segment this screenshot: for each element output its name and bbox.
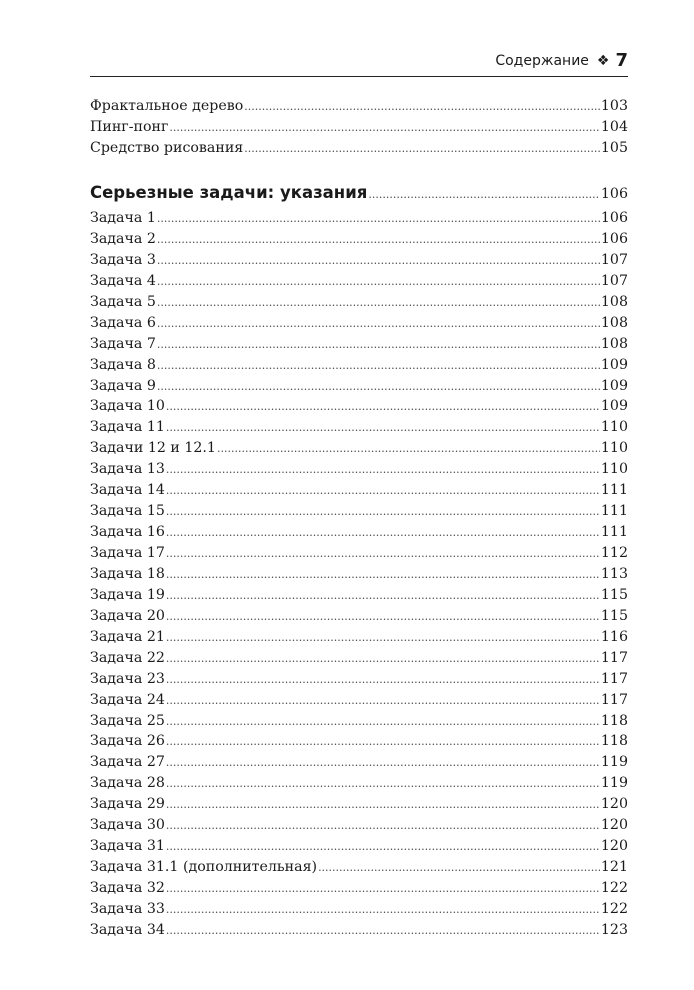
toc-entry[interactable] (90, 376, 628, 397)
toc-entry-title: Задача 30 (90, 817, 165, 834)
toc-entry[interactable] (90, 606, 628, 627)
toc-entry-title: Задача 17 (90, 545, 165, 561)
toc-entry-title: Задача 10 (90, 398, 165, 415)
dot-leader (244, 138, 600, 160)
toc-entry-title: Задача 27 (90, 754, 165, 771)
dot-leader (157, 376, 600, 398)
toc-entry-title: Задача 29 (90, 796, 165, 813)
toc-entry-title: Задача 15 (90, 503, 165, 520)
dot-leader (166, 815, 600, 837)
header-section-name: Содержание (495, 52, 589, 69)
toc-entry[interactable] (90, 857, 628, 878)
dot-leader (157, 355, 600, 377)
toc-entry[interactable] (90, 585, 628, 606)
toc-entry[interactable] (90, 459, 628, 480)
toc-entry-page: 111 (600, 524, 628, 541)
dot-leader (157, 334, 600, 356)
toc-entry-title: Задача 7 (90, 335, 156, 352)
toc-entry[interactable] (90, 250, 628, 271)
header-page-number: 7 (615, 50, 628, 71)
toc-entry-title: Пинг-понг (90, 118, 169, 135)
toc-entry-page: 117 (600, 649, 628, 666)
dot-leader (166, 899, 600, 921)
toc-entry[interactable] (90, 731, 628, 752)
toc-entry-title: Задача 24 (90, 691, 165, 708)
dot-leader (166, 773, 600, 795)
dot-leader (166, 648, 600, 670)
dot-leader (166, 711, 600, 733)
toc-entry-page: 122 (600, 880, 628, 896)
toc-entry-page: 109 (600, 377, 628, 394)
toc-entry[interactable] (90, 899, 628, 920)
toc-entry-page: 104 (600, 118, 628, 135)
dot-leader (166, 417, 600, 439)
toc-entry-title: Задача 13 (90, 461, 165, 478)
toc-entry-page: 109 (600, 356, 628, 373)
toc-entry-title: Задача 1 (90, 210, 156, 226)
dot-leader (166, 920, 600, 942)
dot-leader (166, 690, 600, 712)
toc-entry-title: Задача 25 (90, 712, 165, 729)
toc-entry-page: 106 (600, 230, 628, 247)
toc-entry-title: Задачи 12 и 12.1 (90, 440, 216, 457)
toc-entry-title: Задача 3 (90, 251, 156, 268)
toc-entry-page: 117 (600, 670, 628, 687)
toc-entry[interactable] (90, 752, 628, 773)
toc-entry-title: Задача 19 (90, 586, 165, 603)
toc-entry-title: Средство рисования (90, 139, 244, 156)
toc-entry-title: Задача 18 (90, 565, 165, 582)
section-heading[interactable] (90, 180, 628, 206)
section-heading-block (90, 180, 628, 206)
toc-entry-page: 108 (600, 335, 628, 352)
toc-entry-page: 111 (600, 482, 628, 499)
toc-entry[interactable] (90, 711, 628, 732)
toc-entry-page: 103 (600, 98, 628, 114)
toc-entry[interactable] (90, 648, 628, 669)
toc-entry[interactable] (90, 138, 628, 159)
dot-leader (166, 627, 600, 649)
toc-entry-page: 110 (600, 461, 628, 478)
toc-entry-page: 107 (600, 272, 628, 289)
toc-entry-page: 120 (600, 838, 628, 855)
toc-entry[interactable] (90, 815, 628, 836)
toc-entry-title: Задача 2 (90, 230, 156, 247)
toc-entry[interactable] (90, 627, 628, 648)
toc-entry-page: 121 (600, 859, 628, 876)
dot-leader (166, 564, 600, 586)
dot-leader (166, 501, 600, 523)
toc-entry-title: Задача 31 (90, 838, 165, 855)
toc-entry[interactable] (90, 836, 628, 857)
toc-entry[interactable] (90, 396, 628, 417)
toc-entry[interactable] (90, 878, 628, 899)
toc-entry-title: Задача 16 (90, 524, 165, 541)
dot-leader (157, 313, 600, 335)
toc-entry-title: Задача 11 (90, 419, 165, 436)
toc-entry-title: Задача 8 (90, 356, 156, 373)
toc-entry-page: 113 (600, 565, 628, 582)
dot-leader (166, 543, 600, 565)
toc-entry[interactable] (90, 794, 628, 815)
toc-entry[interactable] (90, 480, 628, 501)
section-heading-page: 106 (600, 186, 628, 202)
toc-entry-title: Задача 28 (90, 775, 165, 792)
toc-entry[interactable] (90, 522, 628, 543)
dot-leader (166, 794, 600, 816)
toc-entry[interactable] (90, 438, 628, 459)
dot-leader (166, 731, 600, 753)
dot-leader (169, 117, 600, 139)
toc-entry-page: 120 (600, 817, 628, 834)
toc-entry[interactable] (90, 355, 628, 376)
toc-entry-title: Задача 22 (90, 649, 165, 666)
toc-entry[interactable] (90, 229, 628, 250)
toc-entry-page: 111 (600, 503, 628, 520)
dot-leader (318, 857, 600, 879)
dot-leader (217, 438, 600, 460)
toc-entry[interactable] (90, 334, 628, 355)
toc-entry-page: 110 (600, 419, 628, 436)
toc-tasks-list (90, 208, 628, 941)
section-heading-title: Серьезные задачи: указания (90, 183, 368, 202)
dot-leader (166, 878, 600, 900)
toc-entry-page: 110 (600, 440, 628, 457)
toc-entry-title: Задача 26 (90, 733, 165, 750)
dot-leader (166, 585, 600, 607)
toc-entry[interactable] (90, 313, 628, 334)
toc-entry-title: Задача 23 (90, 670, 165, 687)
ornament-icon: ❖ (596, 52, 610, 69)
toc-entry[interactable] (90, 117, 628, 138)
dot-leader (166, 836, 600, 858)
toc-entry[interactable] (90, 208, 628, 229)
toc-entry-page: 108 (600, 293, 628, 310)
toc-entry-title: Задача 9 (90, 377, 156, 394)
dot-leader (157, 208, 600, 230)
toc-entry[interactable] (90, 292, 628, 313)
toc-entry-title: Задача 33 (90, 900, 165, 917)
toc-entry-page: 118 (600, 712, 628, 729)
header-right (495, 50, 628, 71)
toc-entry-title: Фрактальное дерево (90, 98, 244, 114)
toc-entry[interactable] (90, 543, 628, 564)
dot-leader (157, 250, 600, 272)
toc-entry-page: 109 (600, 398, 628, 415)
toc-entry-title: Задача 32 (90, 880, 165, 896)
dot-leader (166, 752, 600, 774)
toc-entry-title: Задача 31.1 (дополнительная) (90, 859, 318, 876)
toc-entry[interactable] (90, 501, 628, 522)
dot-leader (166, 522, 600, 544)
toc-entry[interactable] (90, 96, 628, 117)
toc-entry[interactable] (90, 773, 628, 794)
toc-entry-page: 106 (600, 210, 628, 226)
toc-top-list (90, 96, 628, 159)
toc-entry-page: 112 (600, 545, 628, 561)
dot-leader (157, 292, 600, 314)
toc-entry[interactable] (90, 271, 628, 292)
toc-entry-page: 119 (600, 754, 628, 771)
toc-entry-title: Задача 14 (90, 482, 165, 499)
toc-entry-page: 122 (600, 900, 628, 917)
toc-entry-page: 116 (600, 628, 628, 645)
toc-entry-page: 117 (600, 691, 628, 708)
toc-entry-page: 118 (600, 733, 628, 750)
dot-leader (157, 271, 600, 293)
dot-leader (157, 229, 600, 251)
toc-entry-page: 120 (600, 796, 628, 813)
dot-leader (368, 180, 600, 208)
toc-entry-page: 119 (600, 775, 628, 792)
toc-entry-page: 107 (600, 251, 628, 268)
toc-entry-page: 115 (600, 607, 628, 624)
toc-entry[interactable] (90, 417, 628, 438)
toc-entry-title: Задача 4 (90, 272, 156, 289)
dot-leader (166, 459, 600, 481)
toc-entry-title: Задача 21 (90, 628, 165, 645)
toc-entry-title: Задача 34 (90, 921, 165, 938)
toc-entry-page: 115 (600, 586, 628, 603)
dot-leader (166, 480, 600, 502)
dot-leader (166, 669, 600, 691)
toc-entry-title: Задача 6 (90, 314, 156, 331)
dot-leader (166, 606, 600, 628)
toc-entry[interactable] (90, 690, 628, 711)
toc-entry-page: 123 (600, 921, 628, 938)
dot-leader (244, 96, 600, 118)
toc-entry[interactable] (90, 920, 628, 941)
toc-entry-title: Задача 20 (90, 607, 165, 624)
toc-entry[interactable] (90, 669, 628, 690)
dot-leader (166, 396, 600, 418)
toc-entry-page: 108 (600, 314, 628, 331)
toc-entry-title: Задача 5 (90, 293, 156, 310)
toc-entry[interactable] (90, 564, 628, 585)
toc-entry-page: 105 (600, 139, 628, 156)
running-header (90, 50, 628, 77)
